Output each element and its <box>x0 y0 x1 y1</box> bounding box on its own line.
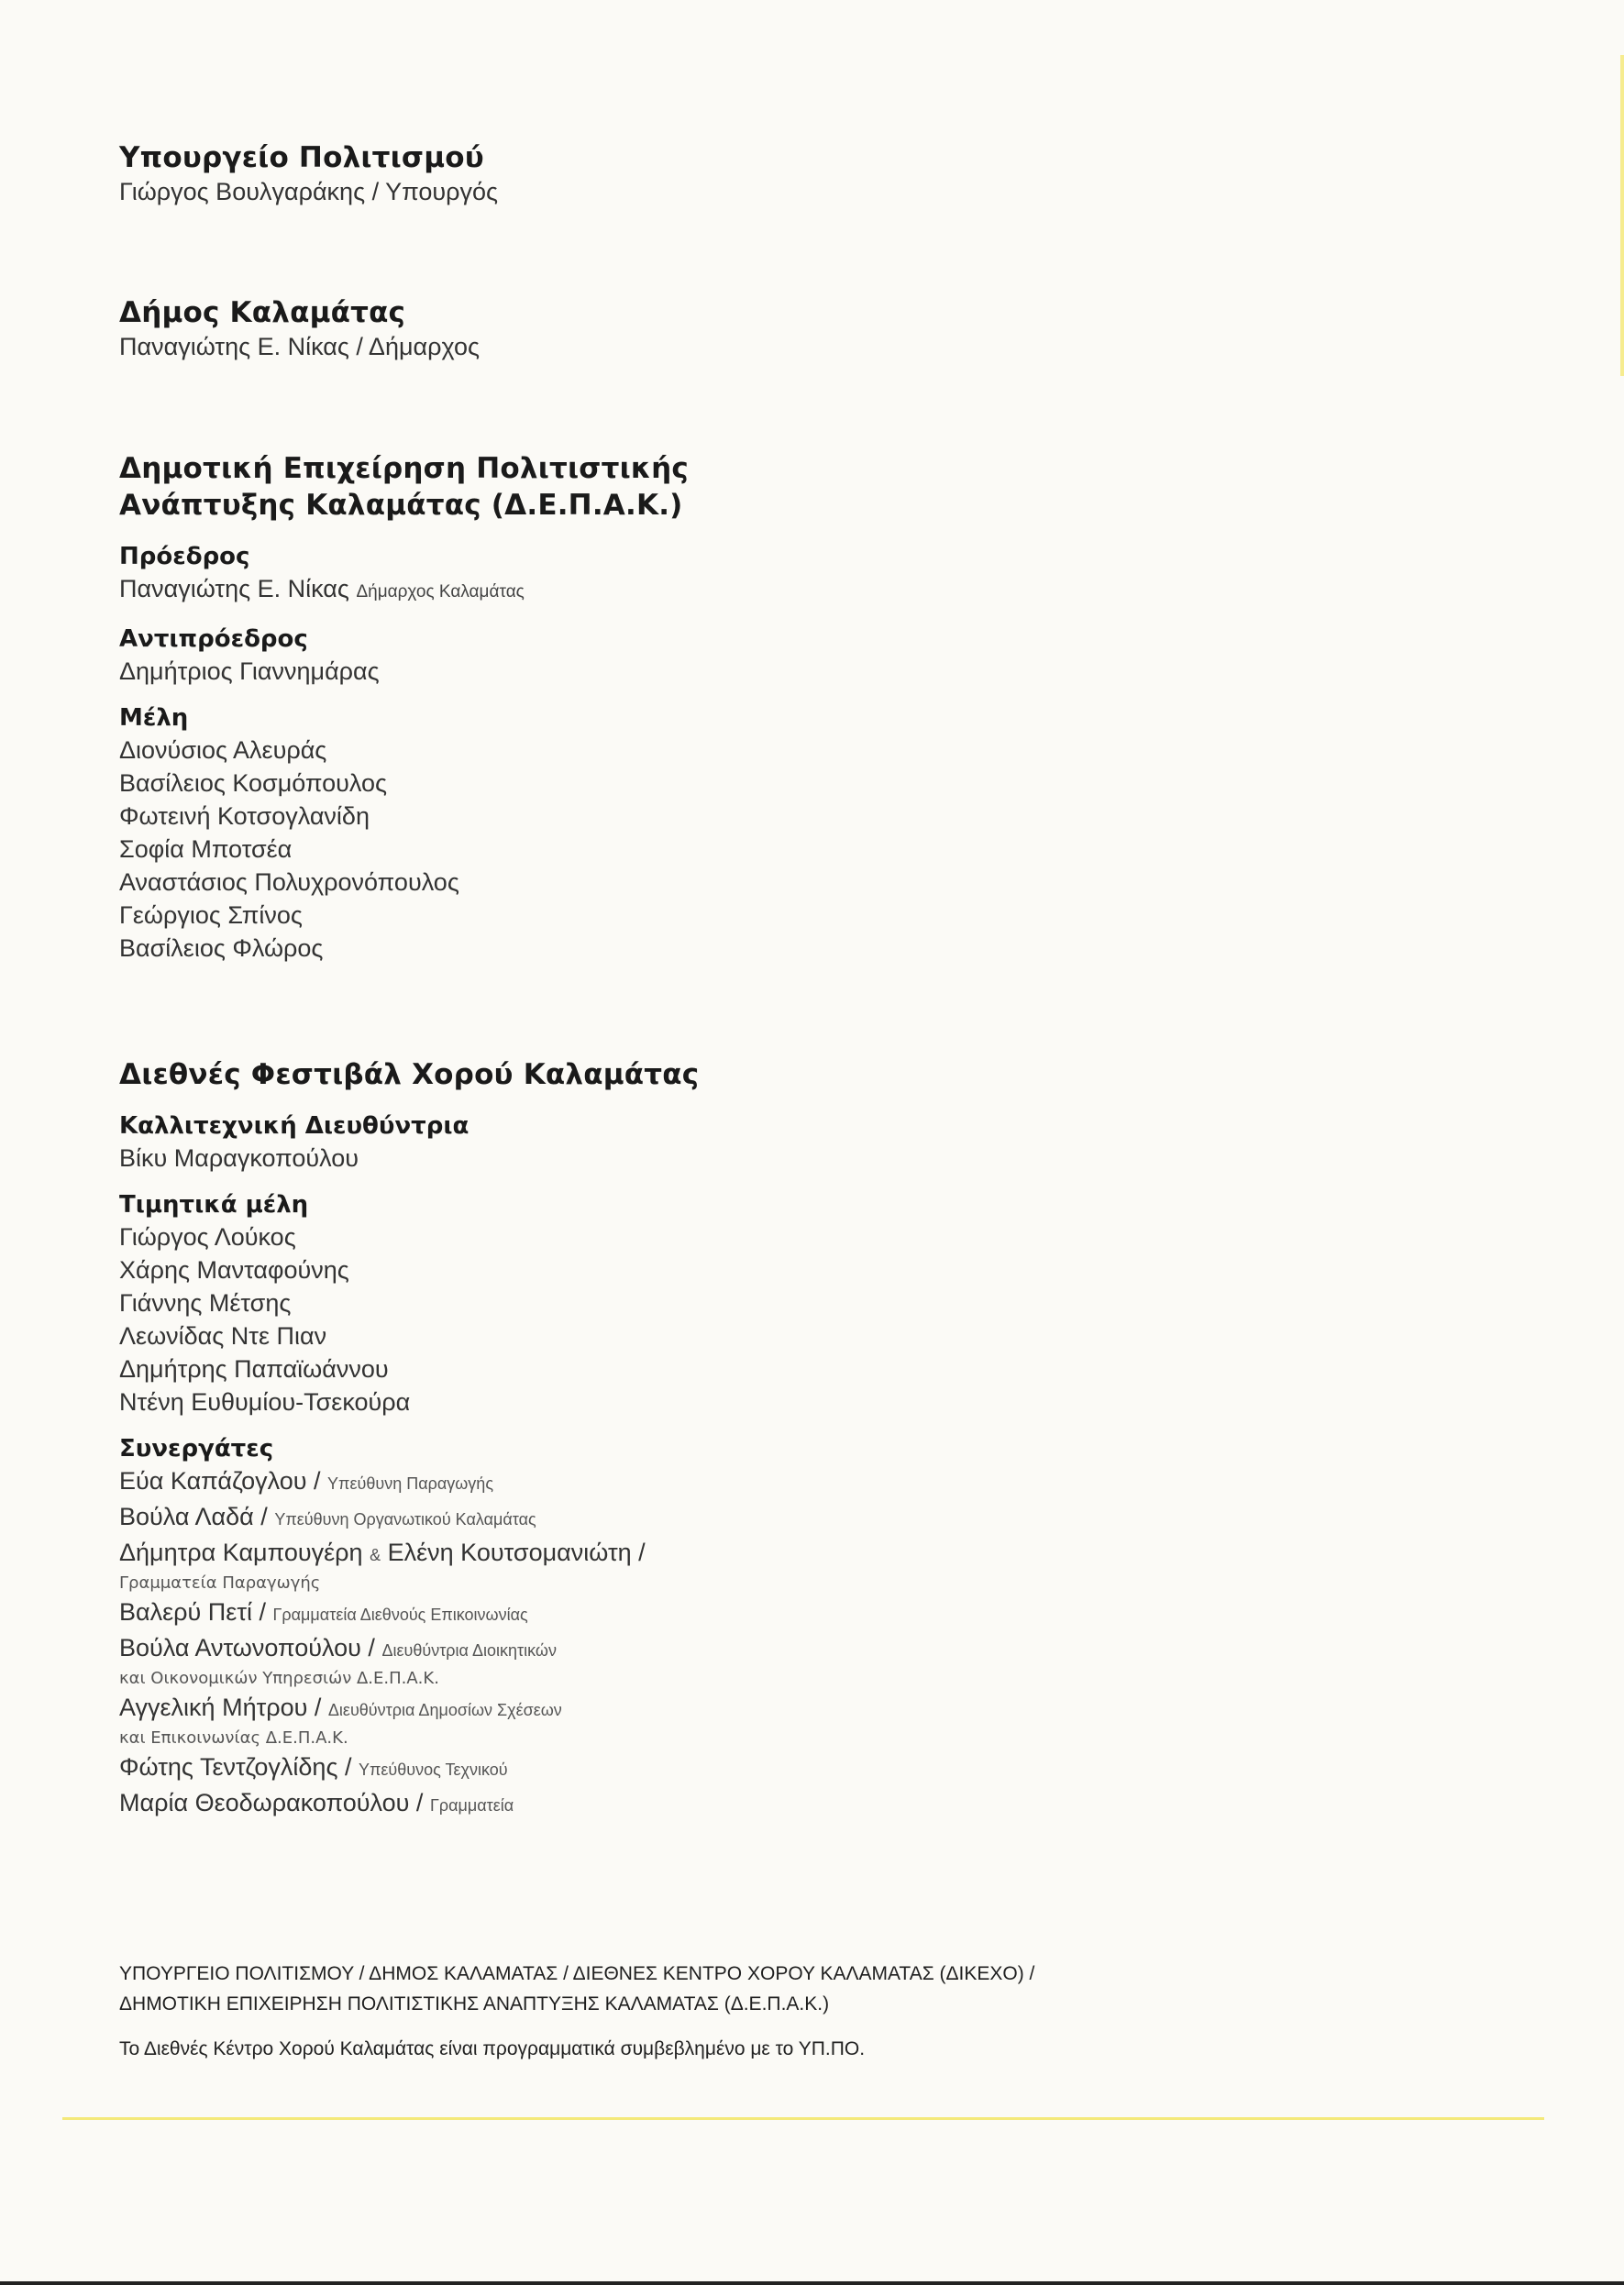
footer-note: Το Διεθνές Κέντρο Χορού Καλαμάτας είναι προγραμματικά συμβεβλημένο με το ΥΠ.ΠΟ. <box>119 2038 866 2059</box>
list-item <box>119 1691 699 1727</box>
collab-role: Υπεύθυνη Οργανωτικού Καλαμάτας <box>274 1510 536 1529</box>
collab-role: και Οικονομικών Υπηρεσιών Δ.Ε.Π.Α.Κ. <box>119 1669 439 1688</box>
collab-role: Γραμματεία Παραγωγής <box>119 1573 321 1593</box>
collab-role: Γραμματεία Διεθνούς Επικοινωνίας <box>272 1606 528 1624</box>
collab-name: Βούλα Λαδά / <box>119 1503 268 1530</box>
bottom-edge <box>0 2281 1624 2285</box>
depak-title-line2: Ανάπτυξης Καλαμάτας (Δ.Ε.Π.Α.Κ.) <box>119 489 683 522</box>
collaborators-label: Συνεργάτες <box>119 1435 274 1463</box>
municipality-title: Δήμος Καλαμάτας <box>119 296 406 329</box>
list-item <box>119 1750 699 1786</box>
footer-divider <box>62 2117 1544 2120</box>
collab-role: Διευθύντρια Διοικητικών <box>381 1641 557 1660</box>
list-item: Γιώργος Λούκος <box>119 1223 296 1251</box>
list-item <box>119 1536 699 1572</box>
collaborators-list <box>119 1464 699 1822</box>
members-list <box>119 734 689 965</box>
list-item: Ντένη Ευθυμίου-Τσεκούρα <box>119 1388 411 1416</box>
ministry-person: Γιώργος Βουλγαράκης / Υπουργός <box>119 178 499 205</box>
ministry-section <box>119 140 498 208</box>
collab-role: και Επικοινωνίας Δ.Ε.Π.Α.Κ. <box>119 1728 348 1748</box>
list-item: Διονύσιος Αλευράς <box>119 736 327 764</box>
collab-role: Γραμματεία <box>429 1796 514 1815</box>
collab-name: Αγγελική Μήτρου / <box>119 1694 322 1721</box>
list-item: Βασίλειος Φλώρος <box>119 934 324 962</box>
list-item: Δημήτρης Παπαϊωάννου <box>119 1355 389 1383</box>
list-item: Λεωνίδας Ντε Πιαν <box>119 1322 327 1350</box>
festival-section <box>119 1057 699 1822</box>
director-label: Καλλιτεχνική Διευθύντρια <box>119 1112 470 1140</box>
honorary-list <box>119 1220 699 1418</box>
honorary-label: Τιμητικά μέλη <box>119 1191 309 1219</box>
collab-name: Εύα Καπάζογλου / <box>119 1467 321 1495</box>
collab-name: Ελένη Κουτσομανιώτη / <box>387 1539 646 1566</box>
collab-role: Υπεύθυνος Τεχνικού <box>358 1761 508 1779</box>
ministry-title: Υπουργείο Πολιτισμού <box>119 141 484 174</box>
president-name: Παναγιώτης Ε. Νίκας <box>119 575 349 602</box>
president-role: Δήμαρχος Καλαμάτας <box>356 582 525 602</box>
list-item <box>119 1500 699 1536</box>
vice-name: Δημήτριος Γιαννημάρας <box>119 657 380 685</box>
list-item: Γιάννης Μέτσης <box>119 1289 292 1317</box>
footer-caps-line1: ΥΠΟΥΡΓΕΙΟ ΠΟΛΙΤΙΣΜΟΥ / ΔΗΜΟΣ ΚΑΛΑΜΑΤΑΣ / ΔΙΕΘΝΕΣ ΚΕΝΤΡΟ ΧΟΡΟΥ ΚΑΛΑΜΑΤΑΣ (ΔΙΚΕΧΟ) / <box>119 1963 1035 1984</box>
vice-label: Αντιπρόεδρος <box>119 625 308 653</box>
list-item: Αναστάσιος Πολυχρονόπουλος <box>119 868 459 896</box>
collab-name: Βαλερύ Πετί / <box>119 1598 266 1626</box>
municipality-section <box>119 295 480 363</box>
president-line <box>119 572 689 609</box>
list-item <box>119 1464 699 1500</box>
members-label: Μέλη <box>119 704 189 732</box>
list-item: Φωτεινή Κοτσογλανίδη <box>119 802 370 830</box>
page-edge-highlight <box>1620 55 1624 376</box>
collab-name: Μαρία Θεοδωρακοπούλου / <box>119 1789 424 1816</box>
collab-role: Διευθύντρια Δημοσίων Σχέσεων <box>327 1701 562 1719</box>
collab-name: Δήμητρα Καμπουγέρη <box>119 1539 363 1566</box>
list-item: Χάρης Μανταφούνης <box>119 1256 349 1284</box>
list-item: Γεώργιος Σπίνος <box>119 901 303 929</box>
list-item <box>119 1631 699 1667</box>
collab-name: Φώτης Τεντζογλίδης / <box>119 1753 352 1781</box>
municipality-person: Παναγιώτης Ε. Νίκας / Δήμαρχος <box>119 333 480 360</box>
depak-section <box>119 451 689 965</box>
depak-title-line1: Δημοτική Επιχείρηση Πολιτιστικής <box>119 452 689 485</box>
collab-role: Υπεύθυνη Παραγωγής <box>327 1474 493 1493</box>
list-item <box>119 1786 699 1822</box>
director-name: Βίκυ Μαραγκοπούλου <box>119 1144 359 1172</box>
festival-title: Διεθνές Φεστιβάλ Χορού Καλαμάτας <box>119 1058 700 1091</box>
collab-ampersand: & <box>370 1546 381 1564</box>
president-label: Πρόεδρος <box>119 543 250 570</box>
footer-section <box>119 1959 1034 2063</box>
list-item: Σοφία Μποτσέα <box>119 835 293 863</box>
collab-name: Βούλα Αντωνοπούλου / <box>119 1634 375 1661</box>
footer-caps-line2: ΔΗΜΟΤΙΚΗ ΕΠΙΧΕΙΡΗΣΗ ΠΟΛΙΤΙΣΤΙΚΗΣ ΑΝΑΠΤΥΞΗΣ ΚΑΛΑΜΑΤΑΣ (Δ.Ε.Π.Α.Κ.) <box>119 1993 830 2015</box>
list-item: Βασίλειος Κοσμόπουλος <box>119 769 388 797</box>
list-item <box>119 1595 699 1631</box>
